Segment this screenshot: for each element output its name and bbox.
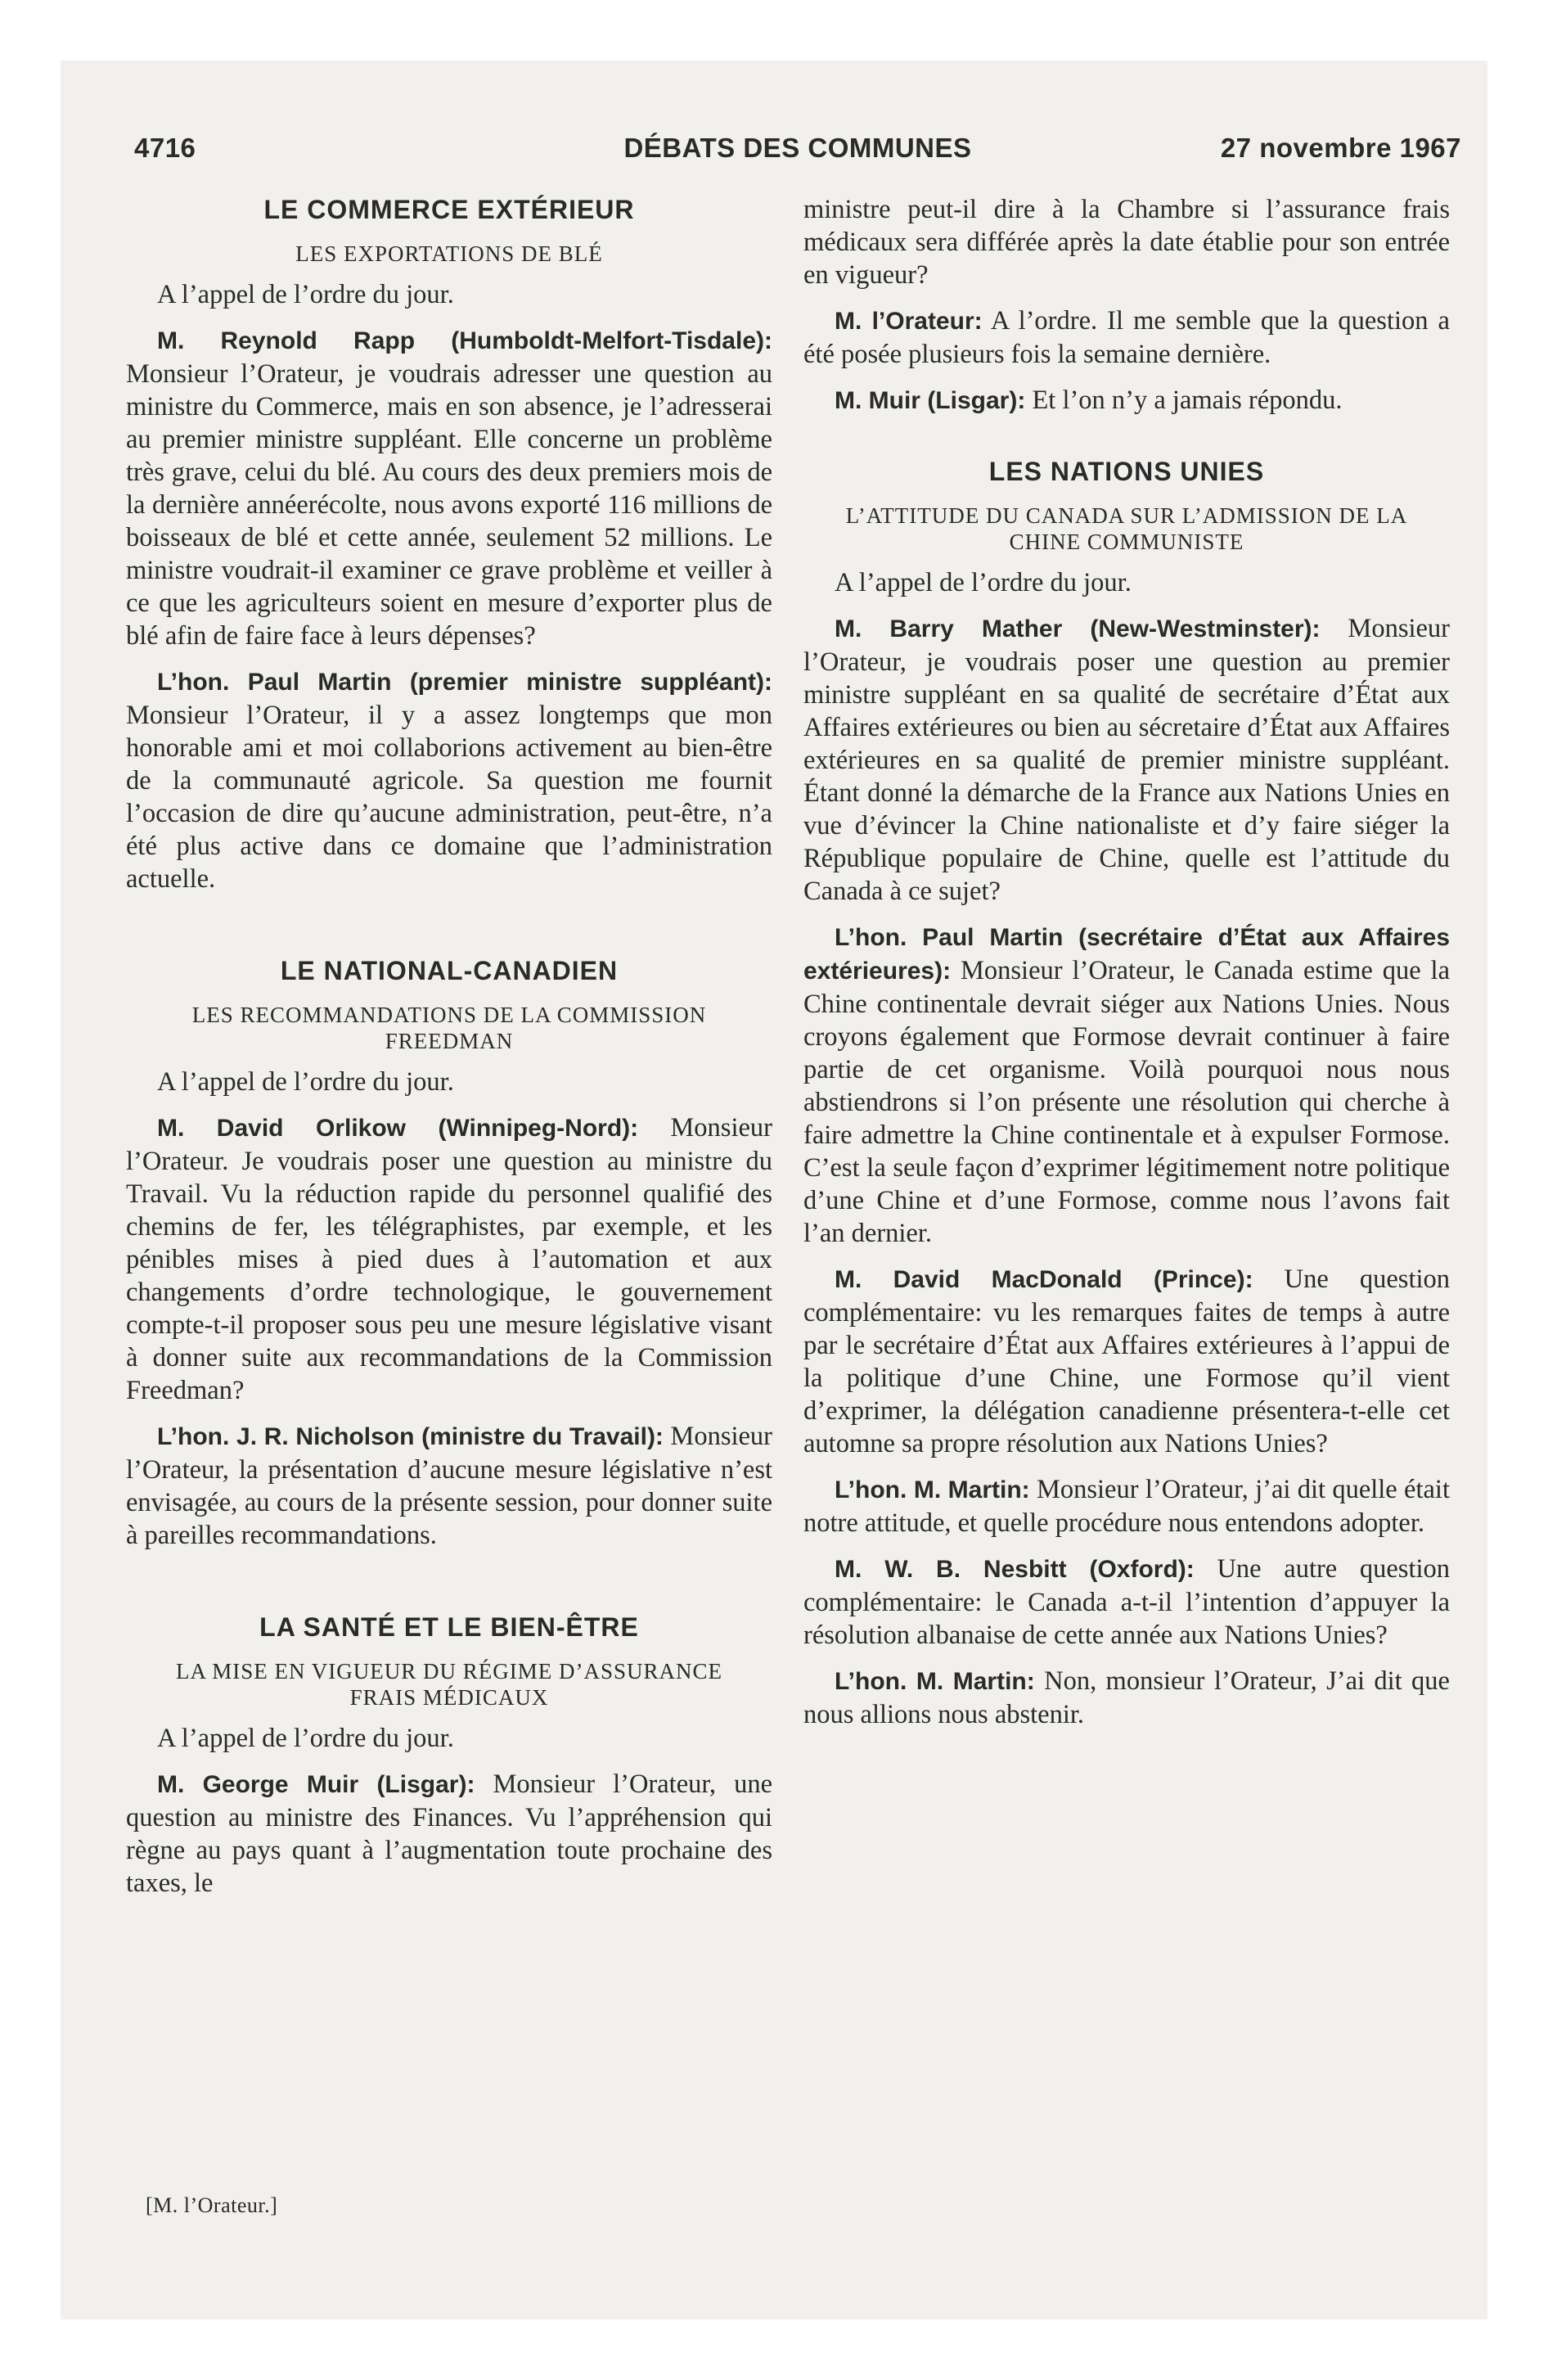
speech-muir — [126, 1768, 772, 1900]
speech-text: Non, monsieur l’Orateur, J’ai dit que nous allions nous abstenir. — [803, 1666, 1450, 1729]
speech-martin-reply — [803, 1473, 1450, 1539]
speech-text: Monsieur l’Orateur, je voudrais poser une question au premier ministre suppléant en sa qualité de secrétaire d’État aux Affaires extérieures ou bien au sécretaire d’État aux Affaires extérieures en sa qualité de premier ministre suppléant. Étant donné la démarche de la France aux Nations Unies en vue d’évincer la Chine nationaliste et d’y faire siéger la République populaire de Chine, quelle est l’attitude du Canada à ce sujet? — [803, 614, 1450, 906]
speaker-name: M. George Muir (Lisgar): — [157, 1771, 475, 1798]
section-title-commerce: LE COMMERCE EXTÉRIEUR — [263, 195, 635, 224]
speech-text: Une autre question complémentaire: le Canada a-t-il l’intention d’appuyer la résolution albanaise de cette année aux Nations Unies? — [803, 1554, 1451, 1650]
speech-orlikow — [126, 1111, 772, 1407]
speaker-name: M. Muir (Lisgar): — [835, 387, 1026, 414]
footer-speaker-note: [M. l’Orateur.] — [146, 2193, 278, 2217]
order-call: A l’appel de l’ordre du jour. — [835, 568, 1132, 597]
speech-muir-continued: ministre peut-il dire à la Chambre si l’assurance frais médicaux sera différée après la date établie pour son entrée en vigueur? — [803, 195, 1450, 290]
order-call: A l’appel de l’ordre du jour. — [157, 1067, 454, 1097]
order-call: A l’appel de l’ordre du jour. — [157, 280, 454, 309]
page-date: 27 novembre 1967 — [1220, 133, 1461, 163]
running-header — [134, 133, 1461, 169]
speech-nesbitt — [803, 1553, 1450, 1652]
speech-text: Et l’on n’y a jamais répondu. — [1025, 385, 1343, 415]
speech-text: Monsieur l’Orateur, la présentation d’aucune mesure législative n’est envisagée, au cours de la présente session, pour donner suite à pareilles recommandations. — [126, 1422, 772, 1550]
section-title-sante: LA SANTÉ ET LE BIEN-ÊTRE — [259, 1612, 639, 1642]
speech-martin-final — [803, 1665, 1450, 1731]
speaker-name: M. Reynold Rapp (Humboldt-Melfort-Tisdale): — [157, 327, 772, 354]
speech-rapp — [126, 324, 772, 652]
right-column — [803, 193, 1450, 1731]
section-subtitle-assurance: LA MISE EN VIGUEUR DU RÉGIME D’ASSURANCE FRAIS MÉDICAUX — [175, 1659, 722, 1710]
speech-macdonald — [803, 1263, 1450, 1460]
speaker-name: M. l’Orateur: — [835, 308, 983, 335]
speech-text: Monsieur l’Orateur, je voudrais adresser une question au ministre du Commerce, mais en son absence, je l’adresserai au premier ministre suppléant. Elle concerne un problème très grave, celui du blé. Au cours des deux premiers mois de la dernière annéerécolte, nous avons exporté 116 millions de boisseaux de blé et cette année, seulement 52 millions. Le ministre voudrait-il examiner ce grave problème et veiller à ce que les agriculteurs soient en mesure d’exporter plus de blé afin de faire face à leurs dépenses? — [126, 359, 772, 651]
section-subtitle-chine: L’ATTITUDE DU CANADA SUR L’ADMISSION DE LA CHINE COMMUNISTE — [845, 503, 1408, 554]
speech-text: Monsieur l’Orateur, j’ai dit quelle était notre attitude, et quelle procédure nous entendons adopter. — [803, 1475, 1450, 1538]
speech-text: Monsieur l’Orateur, il y a assez longtemps que mon honorable ami et moi collaborions activement au bien-être de la communauté agricole. Sa question me fournit l’occasion de dire qu’aucune administration, peut-être, n’a été plus active dans ce domaine que l’administration actuelle. — [126, 701, 772, 894]
speaker-name: L’hon. M. Martin: — [835, 1476, 1030, 1503]
speech-nicholson — [126, 1420, 772, 1552]
speaker-name: L’hon. J. R. Nicholson (ministre du Travail): — [157, 1423, 664, 1450]
speaker-name: M. David MacDonald (Prince): — [835, 1266, 1253, 1293]
speaker-name: M. Barry Mather (New-Westminster): — [835, 615, 1321, 642]
publication-title: DÉBATS DES COMMUNES — [623, 133, 972, 163]
speech-text: Une question complémentaire: vu les remarques faites de temps à autre par le secrétaire d’État aux Affaires extérieures à l’appui de la politique d’une Chine, une Formose qu’il vient d’exprimer, la délégation canadienne présentera-t-elle cet automne sa propre résolution aux Nations Unies? — [803, 1264, 1450, 1458]
speaker-name: L’hon. Paul Martin (premier ministre suppléant): — [157, 669, 772, 696]
page-number: 4716 — [134, 133, 196, 163]
speech-martin-un — [803, 921, 1450, 1250]
speech-text: Monsieur l’Orateur, une question au ministre des Finances. Vu l’appréhension qui règne au pays quant à l’augmentation toute prochaine des taxes, le — [126, 1769, 773, 1898]
speech-orateur — [803, 304, 1450, 371]
speech-martin — [126, 665, 772, 895]
section-subtitle-exportations: LES EXPORTATIONS DE BLÉ — [295, 241, 603, 266]
order-call: A l’appel de l’ordre du jour. — [157, 1724, 454, 1753]
section-subtitle-freedman: LES RECOMMANDATIONS DE LA COMMISSION FREEDMAN — [191, 1003, 707, 1053]
speech-mather — [803, 612, 1450, 908]
speech-text: Monsieur l’Orateur, le Canada estime que la Chine continentale devrait siéger aux Nations Unies. Nous croyons également que Formose devrait continuer à faire partie de cet organisme. Voilà pourquoi nous nous abstiendrons si l’on présente une résolution qui cherche à faire admettre la Chine continentale et à expulser Formose. C’est la seule façon d’exprimer légitimement notre politique d’une Chine et d’une Formose, comme nous l’avons fait l’an dernier. — [803, 956, 1450, 1248]
speaker-name: L’hon. M. Martin: — [835, 1668, 1035, 1695]
speech-text: A l’ordre. Il me semble que la question a été posée plusieurs fois la semaine dernière. — [803, 306, 1450, 369]
speech-text: Monsieur l’Orateur. Je voudrais poser une question au ministre du Travail. Vu la réduction rapide du personnel qualifié des chemins de fer, les télégraphistes, par exemple, et les pénibles mises à pied dues à l’automation et aux changements d’ordre technologique, le gouvernement compte-t-il proposer sous peu une mesure législative visant à donner suite aux recommandations de la Commission Freedman? — [126, 1113, 772, 1405]
speaker-name: L’hon. Paul Martin (secrétaire d’État aux Affaires extérieures): — [803, 924, 1450, 985]
left-column — [126, 193, 772, 1900]
speaker-name: M. David Orlikow (Winnipeg-Nord): — [157, 1115, 639, 1142]
section-title-national-canadien: LE NATIONAL-CANADIEN — [280, 956, 619, 985]
speech-muir-reply — [803, 384, 1450, 417]
speaker-name: M. W. B. Nesbitt (Oxford): — [835, 1556, 1195, 1583]
section-title-nations-unies: LES NATIONS UNIES — [988, 457, 1265, 486]
